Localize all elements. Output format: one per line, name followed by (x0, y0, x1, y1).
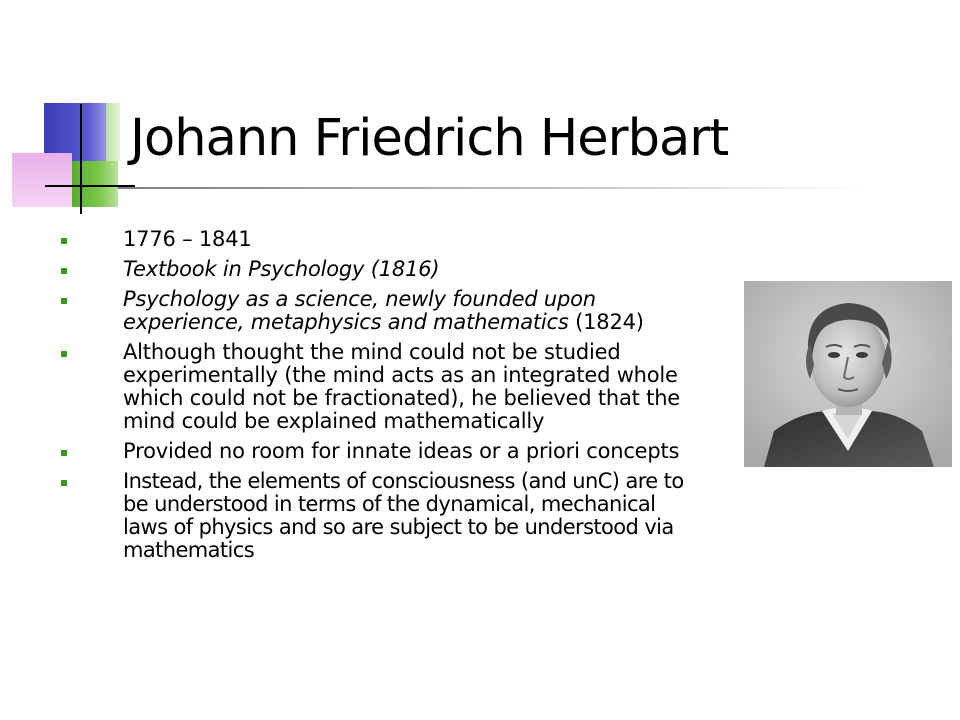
bullet-list (56, 228, 686, 569)
bullet-text: Instead, the elements of consciousness (and unC) are to be understood in terms of the dynamical, mechanical laws of physics and so are subject to be understood via mathematics (123, 469, 684, 562)
bullet-text-year: (1824) (575, 310, 644, 334)
bullet-item-textbook (56, 258, 686, 281)
slide-title: Johann Friedrich Herbart (130, 109, 729, 168)
bullet-text: 1776 – 1841 (123, 227, 252, 251)
bullet-text: Textbook in Psychology (1816) (123, 257, 440, 281)
bullet-item-mind-mathematics (56, 341, 686, 433)
decorative-pink-square (12, 153, 72, 207)
bullet-text: Psychology as a science, newly founded upon experience, metaphysics and mathematics (123, 287, 596, 334)
bullet-text: Although thought the mind could not be studied experimentally (the mind acts as an integrated whole which could not be fractionated), he believed that the mind could be explained mathematically (123, 340, 681, 433)
portrait-image (744, 281, 952, 467)
bullet-item-dates (56, 228, 686, 251)
decorative-vertical-line (80, 104, 82, 214)
bullet-marker (61, 238, 67, 244)
bullet-text: Provided no room for innate ideas or a priori concepts (123, 439, 680, 463)
bullet-marker (61, 351, 67, 357)
bullet-item-innate-ideas (56, 440, 686, 463)
bullet-marker (61, 480, 67, 486)
bullet-marker (61, 268, 67, 274)
decorative-green-square (72, 161, 118, 207)
bullet-item-psychology-as-science (56, 288, 686, 334)
bullet-marker (61, 450, 67, 456)
bullet-item-consciousness-physics (56, 470, 686, 562)
bullet-marker (61, 298, 67, 304)
decorative-light-green-strip (106, 103, 120, 161)
title-underline-rule (118, 187, 868, 189)
